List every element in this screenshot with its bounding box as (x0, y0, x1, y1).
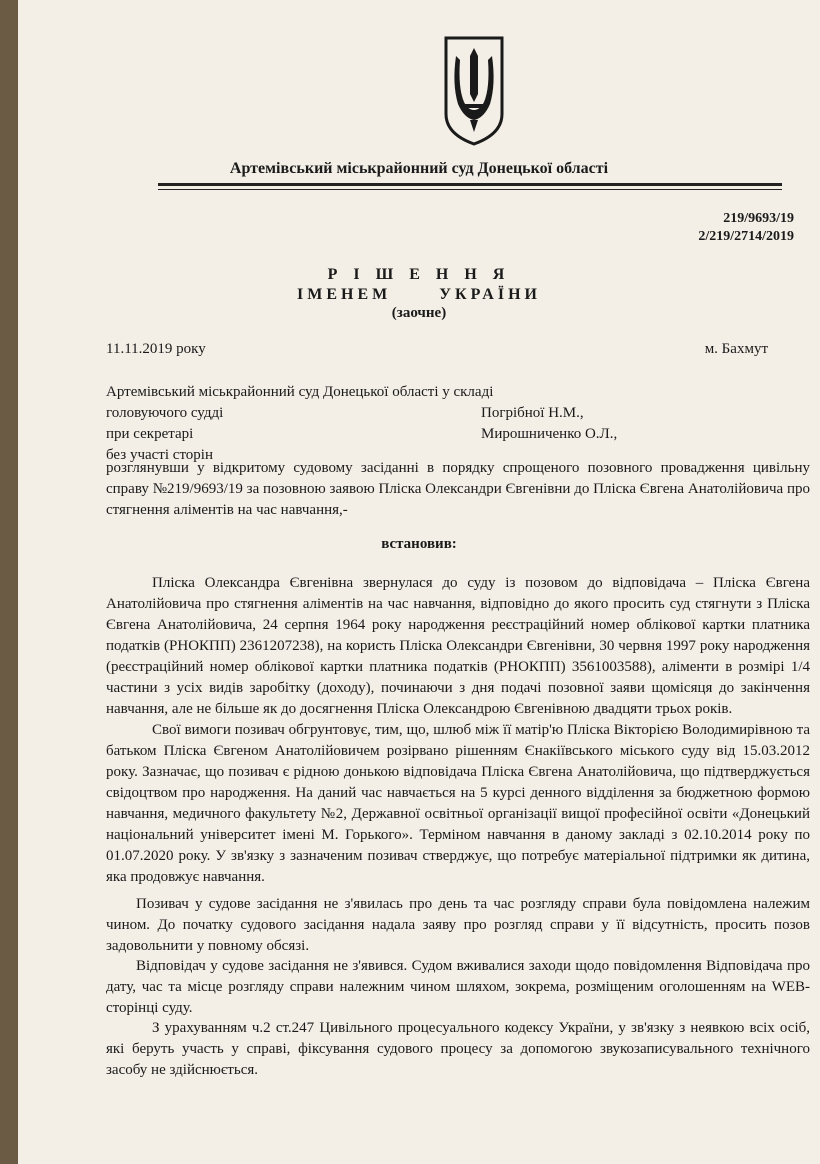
trident-emblem-icon (442, 34, 506, 146)
paragraph-claim: Пліска Олександра Євгенівна звернулася до суду із позовом до відповідача – Пліска Євгена Анатолійовича про стягнення аліментів на час навчання, відповідно до якого просить суд стягнути з Пліска Євгена Анатолійовича, 24 серпня 1964 року народження реєстраційний номер облікової картки платника податків (РНОКПП) 2361207238), на користь Пліска Олександри Євгенівни, 30 червня 1997 року народження (реєстраційний номер облікової картки платника податків (РНОКПП) 3561003588), аліменти в розмірі 1/4 частини з усіх видів заробітку (доходу), починаючи з дня подачі позовної заяви щомісяця до закінчення навчання, але не більше як до досягнення Пліска Олександрою Євгенівною двадцяти трьох років. (106, 575, 810, 717)
title-decision: Р І Ш Е Н Н Я (327, 266, 511, 283)
title-in-name-of-ukraine: ІМЕНЕМ УКРАЇНИ (297, 286, 541, 303)
title-in-absentia: (заочне) (391, 305, 447, 321)
secretary-label: при секретарі (106, 426, 194, 442)
section-heading: встановив: (381, 536, 457, 552)
paragraph-plaintiff-absence: Позивач у судове засідання не з'явилась про день та час розгляду справи була повідомлена належим чином. До початку судового засідання надала заяву про розгляд справи у її відсутність, просить позов задовольнити у повному обсязі. (106, 896, 810, 954)
intro-paragraph: розглянувши у відкритому судовому засіданні в порядку спрощеного позовного провадження цивільну справу №219/9693/19 за позовною заявою Пліска Олександри Євгенівни до Пліска Євгена Анатолійовича про стягнення аліментів на час навчання,- (106, 460, 810, 518)
paragraph-grounds: Свої вимоги позивач обгрунтовує, тим, що, шлюб між її матір'ю Пліска Вікторією Володимирівною та батьком Пліска Євгеном Анатолійовичем розірвано рішенням Єнакіївського міського суду від 15.03.2012 року. Зазначає, що позивач є рідною донькою відповідача Пліска Євгена Анатолійовича, що підтверджується свідоцтвом про народження. На даний час навчається на 5 курсі денного відділення за бюджетною формою навчання, медичного факультету №2, Державної освітньої організації вищої професійної освіти «Донецький національний університет імені М. Горького». Терміном навчання в даному закладі з 02.10.2014 року по 01.07.2020 року. У зв'язку з зазначеним позивач стверджує, що потребує матеріальної підтримки як дитина, яка продовжує навчання. (106, 722, 810, 885)
parties-line: без участі сторін (106, 447, 213, 463)
paragraph-defendant-absence: Відповідач у судове засідання не з'явився. Судом вживалися заходи щодо повідомлення Відповідача про дату, час та місце розгляду справи належним чином шляхом, зокрема, розміщеним оголошенням на WEB-сторінці суду. (106, 958, 810, 1016)
judge-name: Погрібної Н.М., (481, 405, 584, 421)
header-rule-thin (158, 189, 782, 190)
decision-date: 11.11.2019 року (106, 341, 206, 357)
secretary-name: Мирошниченко О.Л., (481, 426, 618, 442)
court-composition-line: Артемівський міськрайонний суд Донецької області у складі (106, 384, 494, 400)
case-numbers (698, 210, 794, 246)
header-rule-thick (158, 183, 782, 186)
decision-city: м. Бахмут (704, 341, 768, 357)
paragraph-recording: З урахуванням ч.2 ст.247 Цивільного процесуального кодексу України, у зв'язку з неявкою всіх осіб, які беруть участь у справі, фіксування судового процесу за допомогою звукозаписувального технічного засобу не здійснюється. (106, 1020, 810, 1078)
document-page (18, 0, 820, 1164)
judge-label: головуючого судді (106, 405, 224, 421)
case-number: 219/9693/19 (723, 211, 794, 226)
court-name-header: Артемівський міськрайонний суд Донецької області (229, 160, 609, 177)
proceeding-number: 2/219/2714/2019 (698, 229, 794, 244)
